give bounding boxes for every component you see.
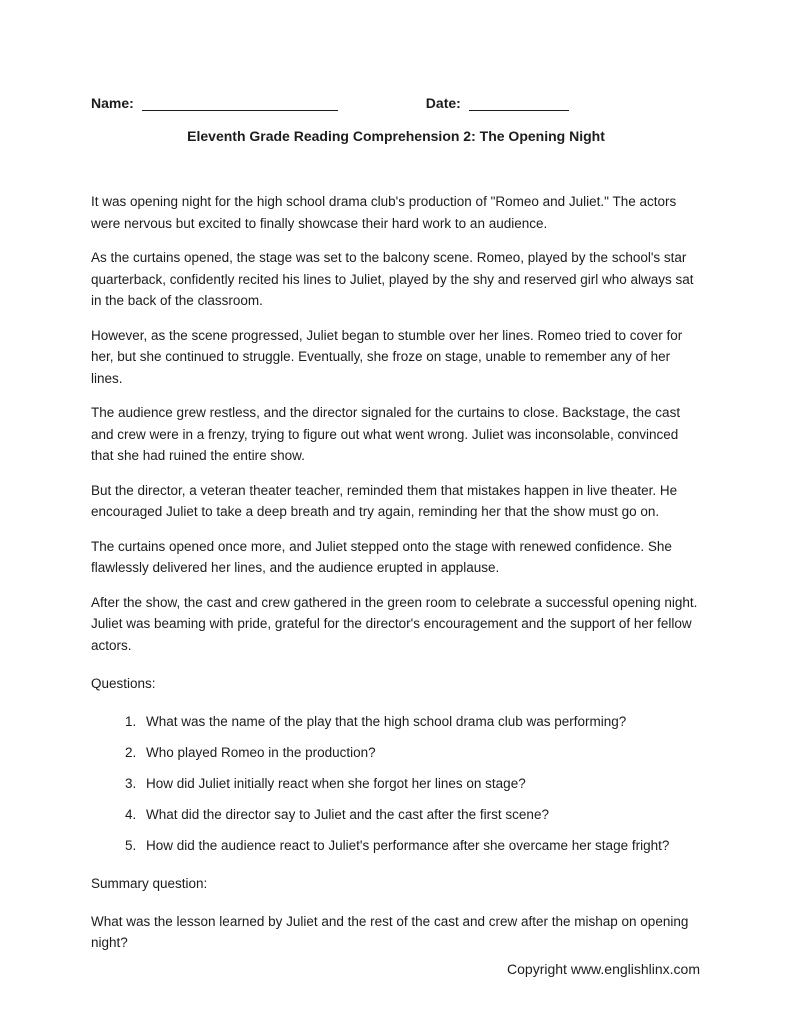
summary-question-text: What was the lesson learned by Juliet and the rest of the cast and crew after the mishap on opening night? xyxy=(91,913,689,950)
passage-paragraph-3: However, as the scene progressed, Juliet began to stumble over her lines. Romeo tried to cover for her, but she continued to struggle. Eventually, she froze on stage, unable to remember any of her lines. xyxy=(91,327,683,386)
page-title: Eleventh Grade Reading Comprehension 2: The Opening Night xyxy=(187,128,605,144)
question-item-4: 4. What did the director say to Juliet and the cast after the first scene? xyxy=(140,804,701,826)
copyright-footer: Copyright www.englishlinx.com xyxy=(507,961,700,977)
name-blank-line xyxy=(142,96,338,111)
question-item-5: 5. How did the audience react to Juliet's performance after she overcame her stage fright? xyxy=(140,835,701,857)
passage-paragraph-1: It was opening night for the high school drama club's production of "Romeo and Juliet." The actors were nervous but excited to finally showcase their hard work to an audience. xyxy=(91,194,677,231)
date-blank-line xyxy=(469,96,569,111)
question-list xyxy=(91,711,701,857)
passage-paragraph-4: The audience grew restless, and the director signaled for the curtains to close. Backstage, the cast and crew were in a frenzy, trying to figure out what went wrong. Juliet was inconsolable, convinced that she had ruined the entire show. xyxy=(91,405,681,463)
passage-paragraph-2: As the curtains opened, the stage was set to the balcony scene. Romeo, played by the school's star quarterback, confidently recited his lines to Juliet, played by the shy and reserved girl who always sat in the back of the classroom. xyxy=(91,250,694,308)
question-item-2: 2. Who played Romeo in the production? xyxy=(140,742,701,764)
questions-heading: Questions: xyxy=(91,676,156,691)
passage-paragraph-5: But the director, a veteran theater teacher, reminded them that mistakes happen in live theater. He encouraged Juliet to take a deep breath and try again, reminding her that the show must go on. xyxy=(91,482,678,519)
name-label: Name: xyxy=(91,95,134,111)
question-item-3: 3. How did Juliet initially react when she forgot her lines on stage? xyxy=(140,773,701,795)
summary-question-heading: Summary question: xyxy=(91,876,208,891)
header-row xyxy=(91,93,701,111)
passage-paragraph-6: The curtains opened once more, and Juliet stepped onto the stage with renewed confidence. She flawlessly delivered her lines, and the audience erupted in applause. xyxy=(91,538,672,575)
passage-paragraph-7: After the show, the cast and crew gathered in the green room to celebrate a successful opening night. Juliet was beaming with pride, grateful for the director's encouragement and the support of her fellow actors. xyxy=(91,594,698,653)
question-item-1: 1. What was the name of the play that the high school drama club was performing? xyxy=(140,711,701,733)
date-group xyxy=(426,95,569,111)
date-label: Date: xyxy=(425,95,461,111)
reading-passage xyxy=(91,191,701,656)
